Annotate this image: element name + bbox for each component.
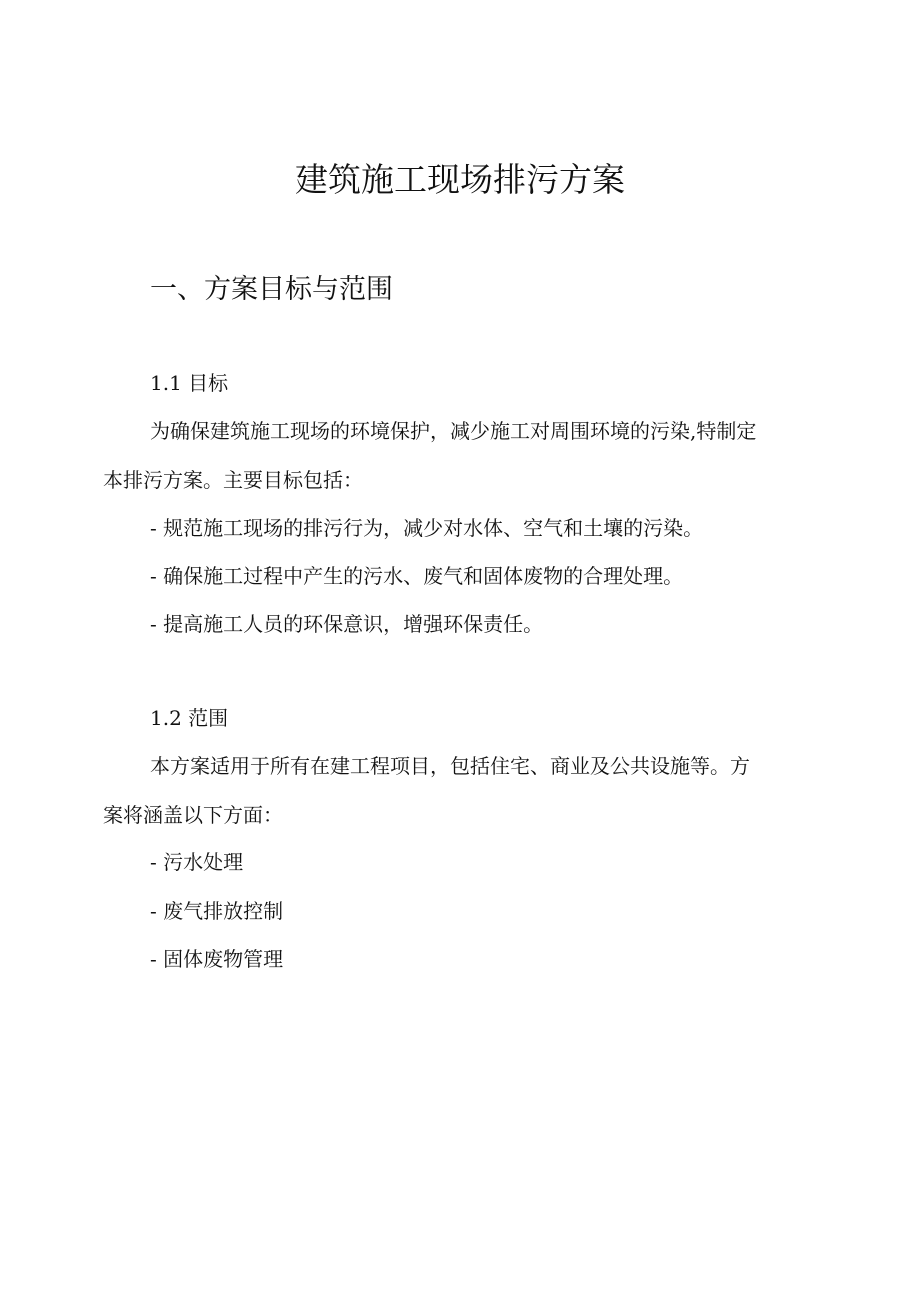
section-heading: 一、方案目标与范围 [150,274,393,305]
subsection-heading-scope: 1.2 范围 [150,706,229,730]
bullet-item: - 污水处理 [150,850,244,874]
paragraph-line: 本排污方案。主要目标包括： [103,468,363,492]
bullet-item: - 提高施工人员的环保意识，增强环保责任。 [150,612,544,636]
paragraph-line: 为确保建筑施工现场的环境保护，减少施工对周围环境的污染,特制定 [150,419,757,443]
bullet-item: - 废气排放控制 [150,899,284,923]
paragraph-line: 本方案适用于所有在建工程项目，包括住宅、商业及公共设施等。方 [150,754,750,778]
bullet-item: - 规范施工现场的排污行为，减少对水体、空气和土壤的污染。 [150,516,704,540]
bullet-item: - 确保施工过程中产生的污水、废气和固体废物的合理处理。 [150,564,684,588]
document-title: 建筑施工现场排污方案 [295,160,625,199]
bullet-item: - 固体废物管理 [150,947,284,971]
subsection-heading-goals: 1.1 目标 [150,371,229,395]
paragraph-line: 案将涵盖以下方面： [103,803,283,827]
